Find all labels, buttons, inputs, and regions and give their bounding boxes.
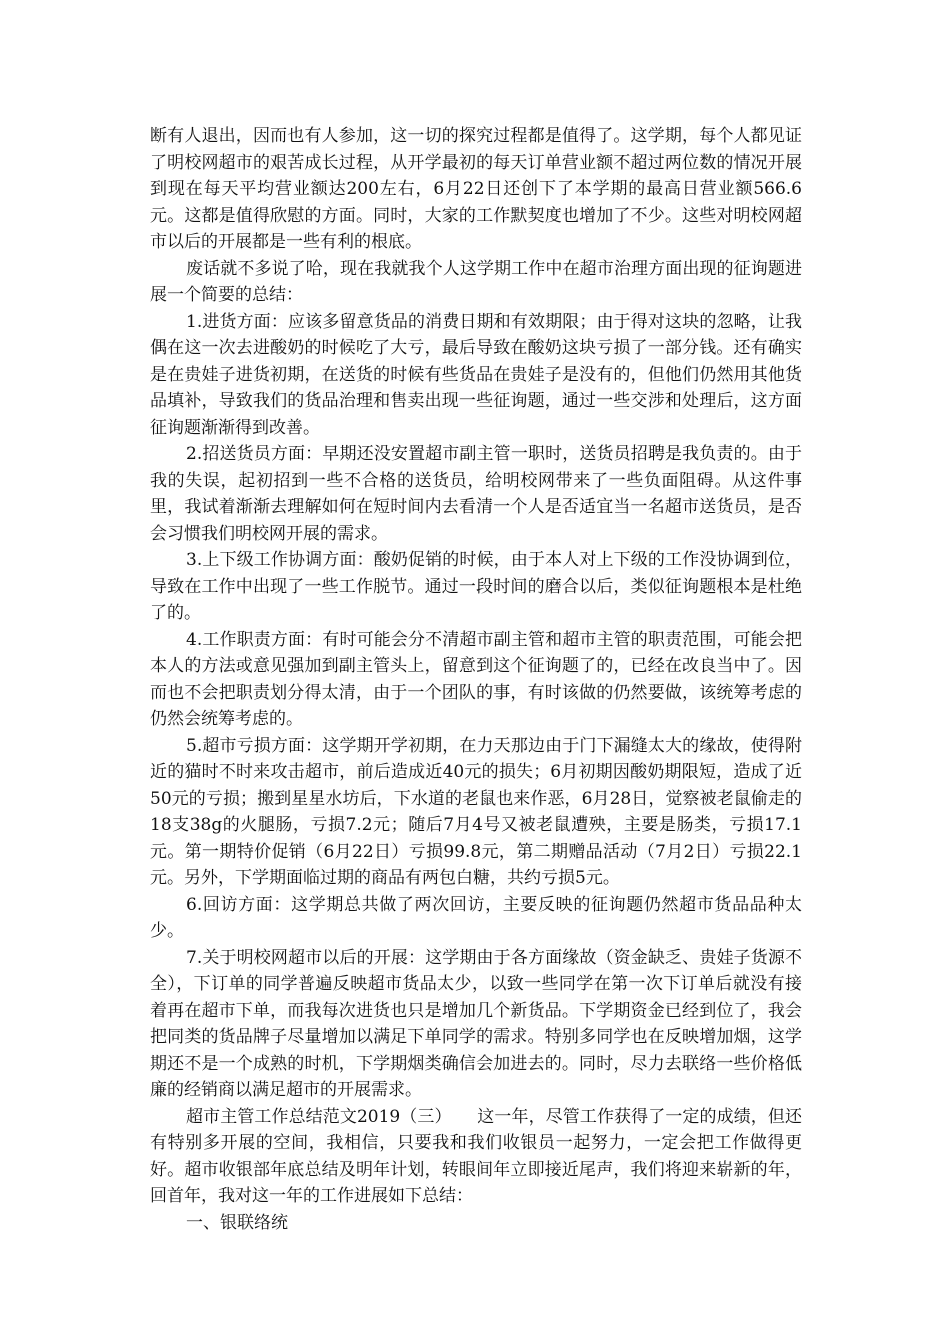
paragraph-continuation: 断有人退出，因而也有人参加，这一切的探究过程都是值得了。这学期，每个人都见证了明校网超市的艰苦成长过程，从开学最初的每天订单营业额不超过两位数的情况开展到现在每天平均营业额达200左右，6月22日还创下了本学期的最高日营业额566.6元。这都是值得欣慰的方面。同时，大家的工作默契度也增加了不少。这些对明校网超市以后的开展都是一些有利的根底。 — [150, 126, 802, 252]
section-heading: 一、银联络统 — [186, 1212, 288, 1233]
paragraph-item-5: 5.超市亏损方面：这学期开学初期，在力天那边由于门下漏缝太大的缘故，使得附近的猫时不时来攻击超市，前后造成近40元的损失；6月初期因酸奶期限短，造成了近50元的亏损；搬到星星水坊后，下水道的老鼠也来作恶，6月28日，觉察被老鼠偷走的18支38g的火腿肠，亏损7.2元；随后7月4号又被老鼠遭殃，主要是肠类，亏损17.1元。第一期特价促销（6月22日）亏损99.8元，第二期赠品活动（7月2日）亏损22.1元。另外，下学期面临过期的商品有两包白糖，共约亏损5元。 — [150, 735, 802, 888]
paragraph-item-1: 1.进货方面：应该多留意货品的消费日期和有效期限；由于得对这块的忽略，让我偶在这一次去进酸奶的时候吃了大亏，最后导致在酸奶这块亏损了一部分钱。还有确实是在贵娃子进货初期，在送货的时候有些货品在贵娃子是没有的，但他们仍然用其他货品填补，导致我们的货品治理和售卖出现一些征询题，通过一些交涉和处理后，这方面征询题渐渐得到改善。 — [150, 311, 802, 438]
document-body — [150, 123, 802, 1236]
paragraph-item-7: 7.关于明校网超市以后的开展：这学期由于各方面缘故（资金缺乏、贵娃子货源不全），下订单的同学普遍反映超市货品太少，以致一些同学在第一次下订单后就没有接着再在超市下单，而我每次进货也只是增加几个新货品。下学期资金已经到位了，我会把同类的货品牌子尽量增加以满足下单同学的需求。特别多同学也在反映增加烟，这学期还不是一个成熟的时机，下学期烟类确信会加进去的。同时，尽力去联络一些价格低廉的经销商以满足超市的开展需求。 — [150, 947, 802, 1100]
paragraph-item-4: 4.工作职责方面：有时可能会分不清超市副主管和超市主管的职责范围，可能会把本人的方法或意见强加到副主管头上，留意到这个征询题了的，已经在改良当中了。因而也不会把职责划分得太清，由于一个团队的事，有时该做的仍然要做，该统筹考虑的仍然会统筹考虑的。 — [150, 629, 802, 729]
paragraph-item-2: 2.招送货员方面：早期还没安置超市副主管一职时，送货员招聘是我负责的。由于我的失误，起初招到一些不合格的送货员，给明校网带来了一些负面阻碍。从这件事里，我试着渐渐去理解如何在短时间内去看清一个人是否适宜当一名超市送货员，是否会习惯我们明校网开展的需求。 — [150, 444, 802, 544]
paragraph-item-3: 3.上下级工作协调方面：酸奶促销的时候，由于本人对上下级的工作没协调到位，导致在工作中出现了一些工作脱节。通过一段时间的磨合以后，类似征询题根本是杜绝了的。 — [150, 550, 802, 623]
paragraph-item-6: 6.回访方面：这学期总共做了两次回访，主要反映的征询题仍然超市货品品种太少。 — [150, 894, 802, 941]
paragraph-section-three: 超市主管工作总结范文2019（三） 这一年，尽管工作获得了一定的成绩，但还有特别多开展的空间，我相信，只要我和我们收银员一起努力，一定会把工作做得更好。超市收银部年底总结及明年计划，转眼间年立即接近尾声，我们将迎来崭新的年，回首年，我对这一年的工作进展如下总结： — [150, 1106, 802, 1206]
paragraph-intro: 废话就不多说了哈，现在我就我个人这学期工作中在超市治理方面出现的征询题进展一个简要的总结： — [150, 258, 802, 305]
